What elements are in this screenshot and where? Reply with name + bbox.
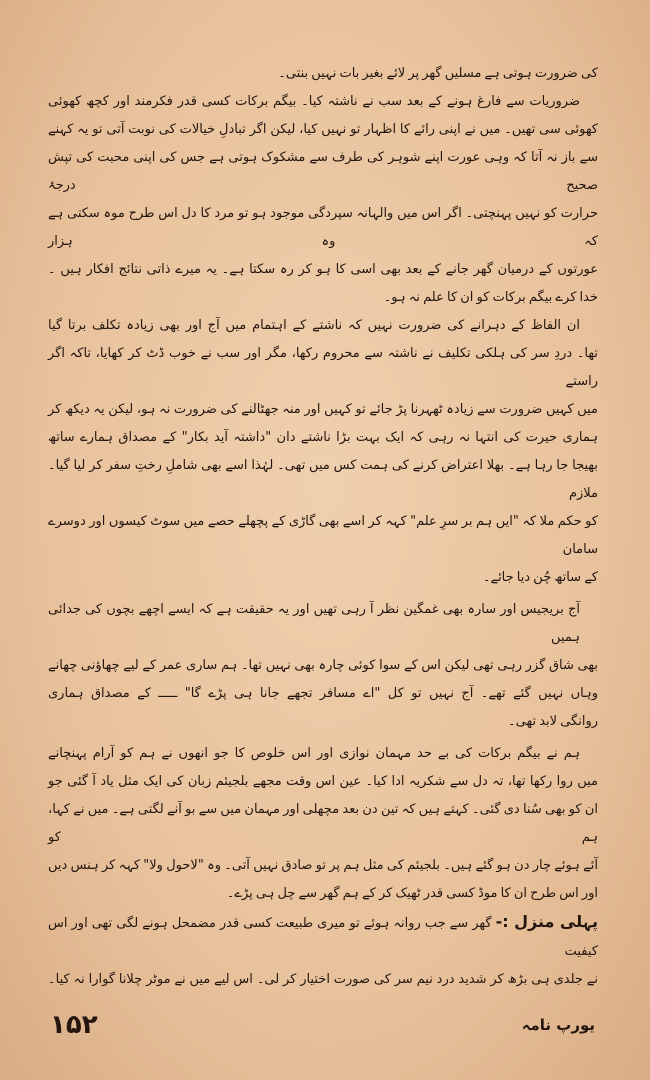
text-line xyxy=(48,908,598,966)
page-footer xyxy=(50,1010,595,1040)
text-line: تھا۔ دردِ سر کی ہلکی تکلیف نے ناشتہ سے محروم رکھا، مگر اور سب نے خوب ڈٹ کر کھایا، تاکہ اگر راستے xyxy=(48,346,598,389)
text-line: کی ضرورت ہوتی ہے مسلیں گھر پر لائے بغیر بات نہیں بنتی۔ xyxy=(278,66,598,81)
text-line: بھیجا جا رہا ہے۔ بھلا اعتراض کرنے کی ہمت کس میں تھی۔ لہٰذا اسے بھی شاملِ رختِ سفر کر لیا گیا۔ ملازم xyxy=(48,458,598,501)
text-line: میں روا رکھا تھا، تہ دل سے شکریہ ادا کیا۔ عین اس وقت مجھے بلجیئم زبان کی ایک مثل یاد آ گئی جو xyxy=(48,774,598,789)
text-line: خدا کرے بیگم برکات کو ان کا علم نہ ہو۔ xyxy=(383,290,598,305)
text-line: حرارت کو نہیں پہنچتی۔ اگر اس میں والہانہ سپردگی موجود ہو تو مرد کا دل اس طرح موہ سکتی ہے کہ وہ ہزار xyxy=(48,206,598,249)
text-line: روانگی لابد تھی۔ xyxy=(508,714,598,729)
text-line: نے جلدی ہی بڑھ کر شدید درد نیم سر کی صورت اختیار کر لی۔ اس لیے میں نے موٹر چلانا گوارا نہ کیا۔ xyxy=(48,972,598,987)
text-line: سے باز نہ آتا کہ وہی عورت اپنے شوہر کی طرف سے مشکوک ہوتی ہے جس کی اپنی محبت کی تپش صحیح درجۂ xyxy=(48,150,598,193)
book-page-text xyxy=(48,60,598,994)
text-line: عورتوں کے درمیان گھر جانے کے بعد بھی اسی کا ہو کر رہ سکتا ہے۔ یہ میرے ذاتی نتائج افکار ہیں ۔ xyxy=(48,262,598,277)
book-title: یورپ نامہ xyxy=(521,1016,595,1034)
section-heading: پہلی منزل :- xyxy=(495,912,598,931)
text-line: آج بریجیس اور سارہ بھی غمگین نظر آ رہی تھیں اور یہ حقیقت ہے کہ ایسے اچھے بچوں کی جدائی ہمیں xyxy=(48,602,580,645)
text-line: ان الفاظ کے دہرانے کی ضرورت نہیں کہ ناشتے کے اہتمام میں آج اور بھی زیادہ تکلف برتا گیا xyxy=(48,318,580,333)
text-line: میں کہیں ضرورت سے زیادہ ٹھہرنا پڑ جائے تو کہیں اور منہ جھٹالنے کی ضرورت نہ ہو، لیکن یہ دیکھ کر xyxy=(48,402,598,417)
text-line: کے ساتھ چُن دیا جائے۔ xyxy=(482,570,598,585)
text-line: ہم نے بیگم برکات کی بے حد مہمان نوازی اور اس خلوص کا جو انھوں نے ہم کو آرام پہنچانے xyxy=(48,746,580,761)
text-line: وہاں نہیں گئے تھے۔ آج نہیں تو کل "اے مسافر تجھے جانا ہی پڑے گا" ـــــ کے مصداق ہماری xyxy=(48,686,598,701)
text-line: اور اس طرح ان کا موڈ کسی قدر ٹھیک کر کے ہم گھر سے چل ہی پڑے۔ xyxy=(226,886,598,901)
text-line: ضروریات سے فارغ ہونے کے بعد سب نے ناشتہ کیا۔ بیگم برکات کسی قدر فکرمند اور کچھ کھوئی xyxy=(48,94,580,109)
text-line: ہماری حیرت کی انتہا نہ رہی کہ ایک بہت بڑا ناشتے دان "داشتہ آید بکار" کے مصداق ہمارے ساتھ xyxy=(48,430,598,445)
text-line: بھی شاق گزر رہی تھی لیکن اس کے سوا کوئی چارہ بھی نہیں تھا۔ ہم ساری عمر کے لیے چھاؤنی چھانے xyxy=(48,658,598,673)
text-line: کو حکم ملا کہ "ایں ہم بر سرِ علم" کہہ کر اسے بھی گاڑی کے پچھلے حصے میں سوٹ کیسوں اور دوسرے سامان xyxy=(48,514,598,557)
text-line: کھوئی سی تھیں۔ میں نے اپنی رائے کا اظہار تو نہیں کیا، لیکن اگر تبادلِ خیالات کی نوبت آتی تو یہ کہنے xyxy=(48,122,598,137)
text-line: آئے ہوئے چار دن ہو گئے ہیں۔ بلجیئم کی مثل ہم پر تو صادق نہیں آتی۔ وہ "لاحول ولا" کہہ کر ہنس دیں xyxy=(48,858,598,873)
page-number: ۱۵۲ xyxy=(50,1010,98,1040)
text-line: ان کو بھی سُنا دی گئی۔ کہتے ہیں کہ تین دن بعد مچھلی اور مہمان میں سے بو آنے لگتی ہے۔ میں نے کہا، ہم کو xyxy=(48,802,598,845)
text-span: گھر سے جب روانہ ہوئے تو میری طبیعت کسی قدر مضمحل ہونے لگی تھی اور اس کیفیت xyxy=(48,916,598,959)
